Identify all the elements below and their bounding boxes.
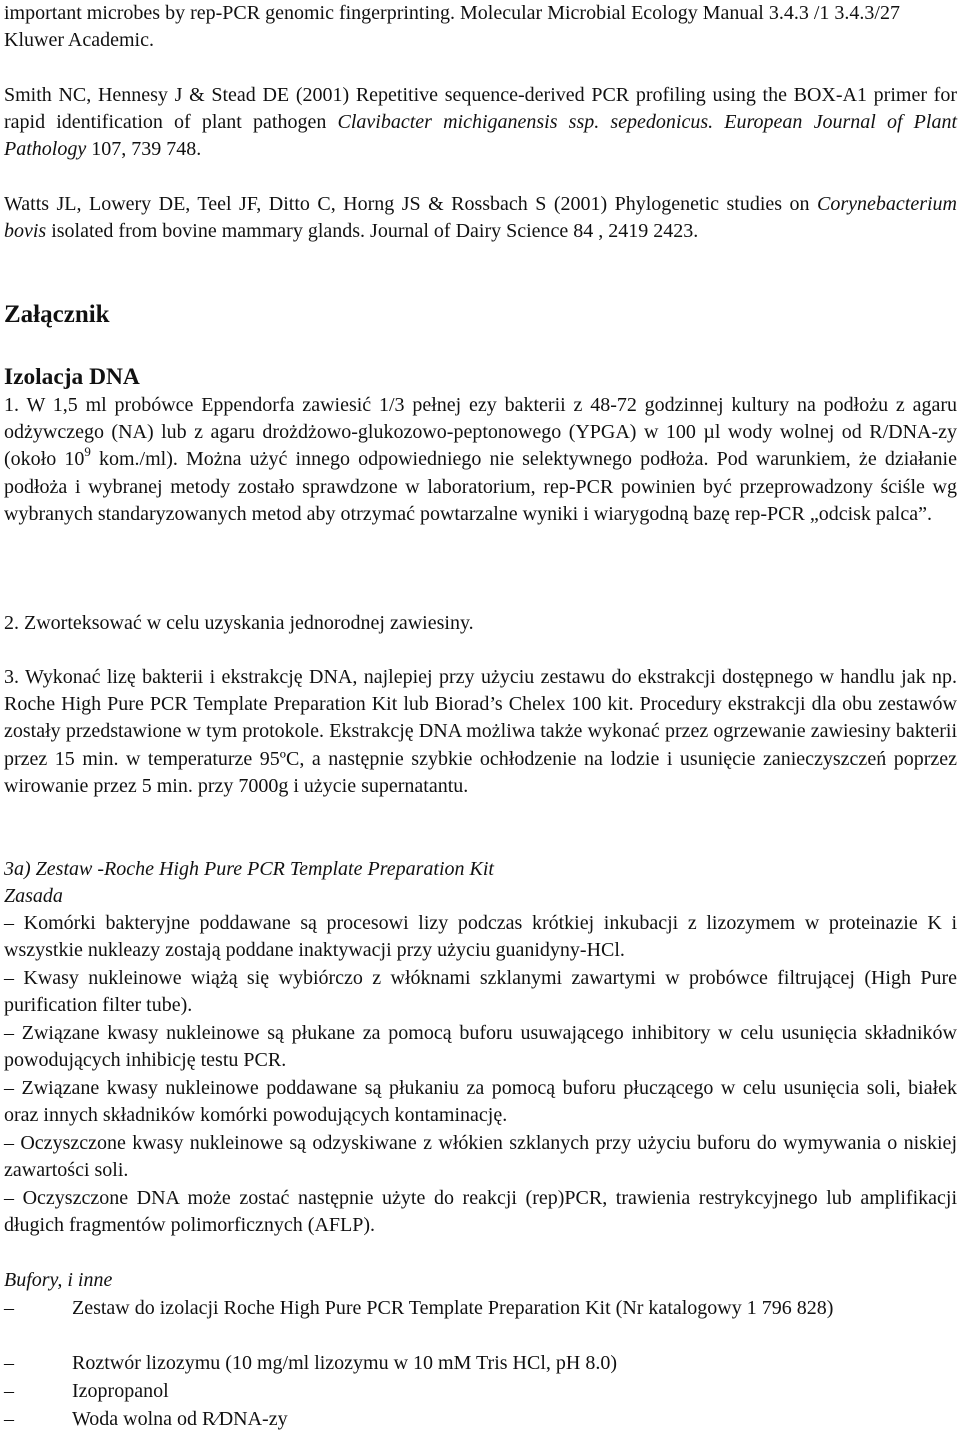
step-text: 1. W 1,5 ml probówce Eppendorfa zawiesić 1/3 pełnej ezy bakterii z 48-72 godzinnej kultury na podłożu z agaru odżywczego (NA) lub z agaru drożdżowo-glukozowo-peptonowego (YPGA) w 100 µl wody wolnej od R/DNA-zy (około 10 xyxy=(4,394,957,471)
appendix-heading: Załącznik xyxy=(4,301,110,328)
reference-entry xyxy=(4,82,957,164)
reference-entry xyxy=(4,191,957,245)
reference-text: important microbes by rep-PCR genomic fingerprinting. Molecular Microbial Ecology Manual 3.4.3 /1 3.4.3/27 Kluwer Academic. xyxy=(4,2,900,52)
dash-bullet: – xyxy=(4,1352,14,1374)
reference-entry xyxy=(4,0,957,54)
reference-text: isolated from bovine mammary glands. Journal of Dairy Science 84 , 2419 2423. xyxy=(46,220,699,243)
principle-item: – Oczyszczone kwasy nukleinowe są odzyskiwane z włókien szklanych przy użyciu buforu do wymywania o niskiej zawartości soli. xyxy=(4,1132,957,1182)
buffers-label: Bufory, i inne xyxy=(4,1269,113,1291)
step-text: kom./ml). Można użyć innego odpowiedniego nie selektywnego podłoża. Pod warunkiem, że działanie podłoża i wybranej metody zostało sprawdzone w laboratorium, rep-PCR powinien być przeprowadzony ściśle wg wybranych standaryzowanych metod aby otrzymać powtarzalne wyniki i wiarygodną bazę rep-PCR „odcisk palca”. xyxy=(4,448,957,525)
list-item xyxy=(4,1406,957,1433)
reference-text: Smith NC, Hennesy J & Stead DE (2001) Repetitive sequence-derived PCR profiling using the BOX-A1 primer for rapid identification of plant pathogen xyxy=(4,84,957,134)
dash-bullet: – xyxy=(4,1297,14,1319)
list-item-text: Zestaw do izolacji Roche High Pure PCR Template Preparation Kit (Nr katalogowy 1 796 828) xyxy=(72,1297,834,1319)
reference-text: 107, 739 748. xyxy=(86,138,202,161)
dash-bullet: – xyxy=(4,1380,14,1402)
section-heading: Izolacja DNA xyxy=(4,364,140,390)
reference-italic-text: Clavibacter michiganensis ssp. sepedonicus. European Journal of Plant Pathology xyxy=(4,111,958,161)
dash-bullet: – xyxy=(4,1408,14,1430)
reference-italic-text: Corynebacterium bovis xyxy=(4,193,957,243)
principle-item: – Związane kwasy nukleinowe poddawane są płukaniu za pomocą buforu płuczącego w celu usunięcia soli, białek oraz innych składników komórki powodujących kontaminację. xyxy=(4,1077,957,1127)
list-item xyxy=(4,1378,957,1405)
principle-item: – Związane kwasy nukleinowe są płukane za pomocą buforu usuwającego inhibitory w celu usunięcia składników powodujących inhibicję testu PCR. xyxy=(4,1022,957,1072)
list-item-text: Izopropanol xyxy=(72,1380,169,1402)
step-paragraph: 2. Zworteksować w celu uzyskania jednorodnej zawiesiny. xyxy=(4,612,474,634)
principle-label: Zasada xyxy=(4,885,63,907)
step-paragraph xyxy=(4,392,957,528)
kit-title: 3a) Zestaw -Roche High Pure PCR Template Preparation Kit xyxy=(4,858,494,880)
principle-item: – Kwasy nukleinowe wiążą się wybiórczo z włóknami szklanymi zawartymi w probówce filtrującej (High Pure purification filter tube). xyxy=(4,967,957,1017)
list-item xyxy=(4,1295,957,1322)
list-item-text: Roztwór lizozymu (10 mg/ml lizozymu w 10 mM Tris HCl, pH 8.0) xyxy=(72,1352,617,1374)
principle-item: – Komórki bakteryjne poddawane są procesowi lizy podczas krótkiej inkubacji z lizozymem w proteinazie K i wszystkie nukleazy zostają poddane inaktywacji przy użyciu guanidyny-HCl. xyxy=(4,912,957,962)
superscript: 9 xyxy=(84,444,91,460)
list-item-text: Woda wolna od R⁄DNA-zy xyxy=(72,1408,288,1430)
principle-item: – Oczyszczone DNA może zostać następnie użyte do reakcji (rep)PCR, trawienia restrykcyjnego lub amplifikacji długich fragmentów polimorficznych (AFLP). xyxy=(4,1187,957,1237)
reference-text: Watts JL, Lowery DE, Teel JF, Ditto C, Horng JS & Rossbach S (2001) Phylogenetic studies on xyxy=(4,193,818,215)
list-item xyxy=(4,1350,957,1377)
step-paragraph: 3. Wykonać lizę bakterii i ekstrakcję DNA, najlepiej przy użyciu zestawu do ekstrakcji dostępnego w handlu jak np. Roche High Pure PCR Template Preparation Kit lub Biorad’s Chelex 100 kit. Procedury ekstrakcji dla obu zestawów zostały przedstawione w tym protokole. Ekstrakcję DNA możliwa także wykonać przez ogrzewanie zawiesiny bakterii przez 15 min. w temperaturze 95ºC, a następnie szybkie ochłodzenie na lodzie i usunięcie zanieczyszczeń poprzez wirowanie przez 5 min. przy 7000g i użycie supernatantu. xyxy=(4,666,957,797)
